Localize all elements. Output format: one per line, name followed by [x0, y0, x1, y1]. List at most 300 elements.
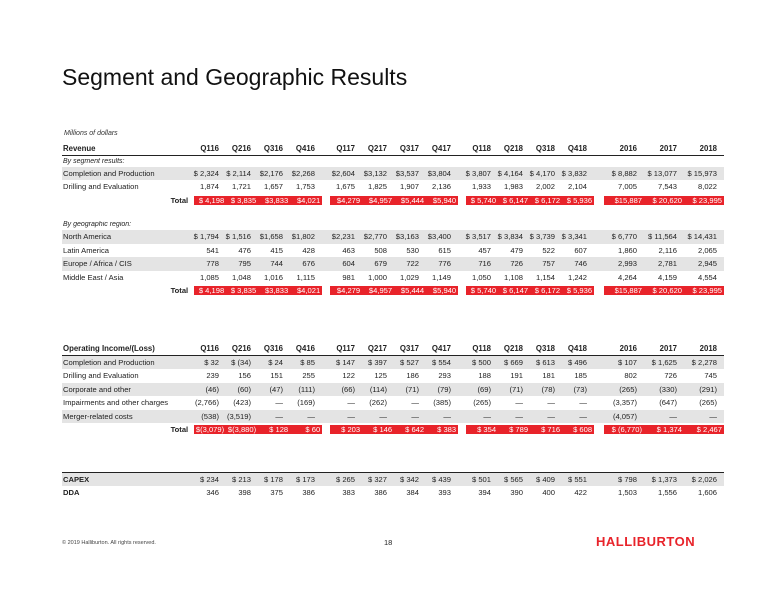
column-header: Q218	[503, 143, 523, 153]
column-header: Q316	[263, 143, 283, 153]
row-label: North America	[63, 232, 112, 242]
table-cell: $3,833	[264, 286, 289, 296]
table-cell: 1,907	[399, 182, 419, 192]
column-header: Q216	[231, 143, 251, 153]
column-header: Q216	[231, 343, 251, 353]
table-cell: 1,753	[295, 182, 315, 192]
table-cell: $ 3,807	[465, 168, 491, 178]
table-cell: $ 327	[367, 474, 387, 484]
row-label: Completion and Production	[63, 168, 155, 178]
column-header: Q117	[336, 143, 355, 153]
table-cell: 2,002	[535, 182, 555, 192]
row-label: Operating Income/(Loss)	[63, 343, 155, 353]
row-label: CAPEX	[63, 474, 90, 484]
table-cell: 726	[664, 371, 677, 381]
table-cell: —	[347, 411, 355, 421]
table-cell: 1,000	[367, 272, 387, 282]
table-cell: 383	[342, 487, 355, 497]
table-row	[62, 356, 724, 370]
table-cell: 181	[542, 371, 555, 381]
table-cell: —	[579, 411, 587, 421]
table-cell: (78)	[541, 384, 555, 394]
table-cell: 386	[302, 487, 315, 497]
table-cell: $5,940	[432, 195, 457, 205]
table-cell: —	[307, 411, 315, 421]
row-label: Revenue	[63, 143, 96, 153]
table-cell: 4,264	[617, 272, 637, 282]
table-cell: 239	[206, 371, 219, 381]
column-header: Q218	[503, 343, 523, 353]
table-cell: $ 4,198	[198, 286, 225, 296]
table-cell: $ 20,620	[652, 286, 683, 296]
table-cell: 802	[624, 371, 637, 381]
table-cell: $ 20,620	[652, 195, 683, 205]
table-cell: 541	[206, 245, 219, 255]
table-cell: $ 3,517	[465, 232, 491, 242]
table-cell: (4,057)	[612, 411, 637, 421]
table-cell: $ 2,324	[193, 168, 219, 178]
column-header: 2018	[699, 143, 717, 153]
table-cell: $3,804	[427, 168, 451, 178]
table-cell: 188	[478, 371, 491, 381]
table-cell: $2,770	[363, 232, 387, 242]
table-cell: $ 501	[471, 474, 491, 484]
row-label: Drilling and Evaluation	[63, 182, 139, 192]
table-cell: 375	[270, 487, 283, 497]
table-cell: 415	[270, 245, 283, 255]
table-cell: $ 234	[199, 474, 219, 484]
table-cell: —	[579, 398, 587, 408]
section-sublabel	[62, 156, 724, 167]
table-cell: (538)	[201, 411, 219, 421]
table-cell: 1,721	[231, 182, 251, 192]
table-cell: 2,116	[658, 245, 677, 255]
table-cell: $ 146	[373, 425, 393, 435]
table-cell: 394	[478, 487, 491, 497]
table-cell: 746	[574, 259, 587, 269]
table-cell: $ 342	[399, 474, 419, 484]
table-cell: (2,766)	[194, 398, 219, 408]
table-cell: 1,606	[697, 487, 717, 497]
table-cell: (647)	[659, 398, 677, 408]
table-row	[62, 167, 724, 181]
table-cell: $ 6,147	[502, 195, 529, 205]
section-sublabel	[62, 219, 724, 230]
table-cell: 186	[406, 371, 419, 381]
table-cell: (71)	[509, 384, 523, 394]
table-cell: (423)	[233, 398, 251, 408]
table-cell: —	[347, 398, 355, 408]
table-cell: $3,163	[395, 232, 419, 242]
revenue-header-row	[62, 142, 724, 156]
table-cell: —	[483, 411, 491, 421]
column-header: Q118	[472, 143, 491, 153]
table-cell: 676	[302, 259, 315, 269]
table-cell: (262)	[369, 398, 387, 408]
table-cell: 1,675	[335, 182, 355, 192]
table-cell: 508	[374, 245, 387, 255]
table-cell: $3,132	[363, 168, 387, 178]
units-note: Millions of dollars	[64, 130, 118, 137]
table-cell: $ 554	[431, 357, 451, 367]
table-cell: 2,993	[617, 259, 637, 269]
table-cell: $15,887	[614, 195, 643, 205]
table-cell: 191	[510, 371, 523, 381]
row-label: Middle East / Asia	[63, 272, 124, 282]
table-cell: $2,268	[291, 168, 315, 178]
table-cell: —	[275, 398, 283, 408]
table-cell: (330)	[659, 384, 677, 394]
row-label: Drilling and Evaluation	[63, 371, 139, 381]
page-number: 18	[384, 538, 393, 547]
table-cell: $ 613	[535, 357, 555, 367]
table-cell: (291)	[699, 384, 717, 394]
table-cell: 151	[270, 371, 283, 381]
capex-dda-table	[62, 472, 724, 499]
table-cell: 393	[438, 487, 451, 497]
table-cell: $4,279	[336, 195, 361, 205]
table-cell: $ 2,026	[691, 474, 717, 484]
table-cell: $ 6,147	[502, 286, 529, 296]
table-cell: $ 642	[405, 425, 425, 435]
table-row	[62, 257, 724, 271]
table-cell: $ 3,341	[561, 232, 587, 242]
table-cell: 778	[206, 259, 219, 269]
column-header: Q318	[535, 143, 555, 153]
table-cell: (385)	[433, 398, 451, 408]
table-cell: 981	[342, 272, 355, 282]
column-header: Q418	[567, 143, 587, 153]
table-cell: 1,657	[263, 182, 283, 192]
column-header: 2016	[619, 343, 637, 353]
table-cell: (66)	[341, 384, 355, 394]
table-cell: 795	[238, 259, 251, 269]
table-cell: 604	[342, 259, 355, 269]
table-cell: —	[411, 398, 419, 408]
table-cell: 1,115	[296, 272, 315, 282]
table-cell: 1,085	[199, 272, 219, 282]
column-header: Q217	[367, 343, 387, 353]
table-cell: $ 5,740	[470, 286, 497, 296]
table-cell: $5,444	[400, 286, 425, 296]
table-cell: 346	[206, 487, 219, 497]
table-cell: —	[275, 411, 283, 421]
table-cell: (79)	[437, 384, 451, 394]
table-cell: $4,957	[368, 286, 393, 296]
table-cell: —	[515, 398, 523, 408]
table-cell: 1,016	[263, 272, 283, 282]
table-cell: $ 6,770	[611, 232, 637, 242]
column-header: Q317	[399, 143, 419, 153]
column-header: Q417	[431, 343, 451, 353]
table-cell: $ 5,740	[470, 195, 497, 205]
operating-total-row	[62, 423, 724, 437]
table-cell: —	[669, 411, 677, 421]
table-cell: $ 496	[567, 357, 587, 367]
table-cell: $ 11,564	[648, 232, 677, 242]
table-cell: $ 32	[204, 357, 219, 367]
table-cell: 1,050	[471, 272, 491, 282]
table-row	[62, 244, 724, 258]
table-cell: $ 527	[399, 357, 419, 367]
table-cell: $ 173	[295, 474, 315, 484]
table-cell: 2,136	[431, 182, 451, 192]
table-row	[62, 396, 724, 410]
table-cell: $ 565	[503, 474, 523, 484]
operating-header-row	[62, 342, 724, 356]
column-header: Q116	[200, 143, 219, 153]
table-cell: $ (6,770)	[611, 425, 643, 435]
table-cell: $1,658	[259, 232, 283, 242]
table-cell: 726	[510, 259, 523, 269]
table-cell: $ 8,882	[611, 168, 637, 178]
table-cell: 422	[574, 487, 587, 497]
table-cell: $ 85	[300, 357, 315, 367]
table-cell: 776	[438, 259, 451, 269]
table-cell: 722	[406, 259, 419, 269]
table-cell: $ 1,625	[651, 357, 677, 367]
table-cell: $15,887	[614, 286, 643, 296]
column-header: Q418	[567, 343, 587, 353]
table-cell: $3,400	[427, 232, 451, 242]
table-cell: $ 13,077	[647, 168, 677, 178]
table-cell: 530	[406, 245, 419, 255]
table-cell: $ 147	[335, 357, 355, 367]
table-cell: 4,159	[657, 272, 677, 282]
table-cell: $ 4,164	[497, 168, 523, 178]
table-cell: 1,860	[617, 245, 637, 255]
table-row	[62, 180, 724, 194]
table-cell: $ 3,835	[230, 286, 257, 296]
table-cell: $ 23,995	[692, 195, 723, 205]
table-cell: $ 6,172	[534, 286, 561, 296]
table-cell: $ 551	[567, 474, 587, 484]
table-cell: $ 2,467	[696, 425, 723, 435]
table-cell: $ 2,114	[226, 168, 251, 178]
row-label: Europe / Africa / CIS	[63, 259, 132, 269]
table-cell: 400	[542, 487, 555, 497]
table-cell: $ 14,431	[687, 232, 717, 242]
page-title: Segment and Geographic Results	[62, 64, 408, 90]
row-label: DDA	[63, 487, 80, 497]
table-cell: $2,176	[259, 168, 283, 178]
table-cell: $ 23,995	[692, 286, 723, 296]
table-cell: $ 1,516	[225, 232, 251, 242]
geographic-total-row	[62, 284, 724, 298]
table-cell: 293	[438, 371, 451, 381]
table-cell: 428	[302, 245, 315, 255]
table-cell: $2,604	[331, 168, 355, 178]
table-cell: 1,503	[617, 487, 637, 497]
table-cell: $3,537	[395, 168, 419, 178]
table-cell: —	[547, 398, 555, 408]
table-row	[62, 383, 724, 397]
table-cell: 7,543	[657, 182, 677, 192]
row-label: Merger-related costs	[63, 411, 133, 421]
column-header: Q116	[200, 343, 219, 353]
column-header: Q117	[336, 343, 355, 353]
table-cell: $ 500	[471, 357, 491, 367]
table-cell: (69)	[477, 384, 491, 394]
table-cell: $ 5,936	[566, 195, 593, 205]
row-label: Corporate and other	[63, 384, 131, 394]
row-label: Total	[170, 195, 189, 205]
revenue-table	[62, 142, 724, 298]
table-cell: $ 669	[503, 357, 523, 367]
table-cell: $ 178	[263, 474, 283, 484]
table-cell: 2,104	[567, 182, 587, 192]
table-cell: $ 1,374	[656, 425, 683, 435]
table-cell: 4,554	[697, 272, 717, 282]
table-cell: $ 5,936	[566, 286, 593, 296]
table-cell: 1,149	[431, 272, 451, 282]
table-cell: (60)	[237, 384, 251, 394]
table-cell: $ 409	[535, 474, 555, 484]
table-cell: 476	[238, 245, 251, 255]
table-cell: —	[443, 411, 451, 421]
table-cell: 390	[510, 487, 523, 497]
table-cell: 156	[238, 371, 251, 381]
table-cell: $1,802	[291, 232, 315, 242]
table-cell: $ 6,172	[534, 195, 561, 205]
table-cell: $ 789	[509, 425, 529, 435]
table-cell: 745	[704, 371, 717, 381]
table-cell: —	[379, 411, 387, 421]
table-cell: 1,556	[657, 487, 677, 497]
table-cell: —	[411, 411, 419, 421]
table-cell: 2,065	[697, 245, 717, 255]
table-cell: $ 3,832	[561, 168, 587, 178]
table-cell: $ 1,794	[193, 232, 219, 242]
table-cell: $ 3,835	[230, 195, 257, 205]
company-logo: HALLIBURTON	[596, 534, 696, 549]
segment-total-row	[62, 194, 724, 208]
table-row	[62, 271, 724, 285]
table-cell: 744	[270, 259, 283, 269]
table-cell: $2,231	[331, 232, 355, 242]
table-cell: $4,957	[368, 195, 393, 205]
column-header: 2017	[659, 343, 677, 353]
table-cell: $4,021	[296, 286, 321, 296]
table-cell: 185	[574, 371, 587, 381]
table-cell: 1,874	[199, 182, 219, 192]
dda-row	[62, 486, 724, 500]
table-cell: 463	[342, 245, 355, 255]
table-cell: (3,357)	[612, 398, 637, 408]
table-cell: $4,021	[296, 195, 321, 205]
column-header: 2016	[619, 143, 637, 153]
table-cell: $ 608	[573, 425, 593, 435]
table-cell: 398	[238, 487, 251, 497]
column-header: Q416	[295, 343, 315, 353]
table-cell: 457	[478, 245, 491, 255]
table-cell: 1,029	[399, 272, 419, 282]
column-header: Q318	[535, 343, 555, 353]
table-cell: $ 213	[231, 474, 251, 484]
table-cell: $ 2,278	[691, 357, 717, 367]
table-cell: 1,154	[535, 272, 555, 282]
table-cell: 615	[438, 245, 451, 255]
table-cell: 1,048	[231, 272, 251, 282]
table-cell: $ 24	[268, 357, 283, 367]
table-cell: $ 203	[341, 425, 361, 435]
sublabel-text: By segment results:	[63, 157, 125, 165]
table-cell: $(3,079)	[195, 425, 225, 435]
table-cell: (46)	[205, 384, 219, 394]
operating-income-table	[62, 342, 724, 437]
table-cell: —	[709, 411, 717, 421]
row-label: Completion and Production	[63, 357, 155, 367]
table-cell: —	[515, 411, 523, 421]
table-cell: 1,825	[367, 182, 387, 192]
column-header: Q417	[431, 143, 451, 153]
table-cell: —	[547, 411, 555, 421]
table-cell: (265)	[619, 384, 637, 394]
table-cell: 384	[406, 487, 419, 497]
table-cell: 679	[374, 259, 387, 269]
table-cell: $ 4,198	[198, 195, 225, 205]
table-row	[62, 410, 724, 424]
table-cell: 757	[542, 259, 555, 269]
table-cell: 7,005	[617, 182, 637, 192]
column-header: Q118	[472, 343, 491, 353]
table-cell: (169)	[297, 398, 315, 408]
table-cell: $ 15,973	[687, 168, 717, 178]
table-cell: (3,519)	[226, 411, 251, 421]
table-cell: 2,781	[657, 259, 677, 269]
column-header: Q316	[263, 343, 283, 353]
table-cell: 522	[542, 245, 555, 255]
column-header: 2018	[699, 343, 717, 353]
column-header: Q317	[399, 343, 419, 353]
table-cell: (265)	[699, 398, 717, 408]
table-cell: $4,279	[336, 286, 361, 296]
table-cell: (73)	[573, 384, 587, 394]
table-cell: $ 3,834	[497, 232, 523, 242]
table-cell: $ 439	[431, 474, 451, 484]
row-label: Impairments and other charges	[63, 398, 169, 408]
table-cell: $ 60	[305, 425, 321, 435]
table-cell: $ 3,739	[529, 232, 555, 242]
table-cell: 1,108	[503, 272, 523, 282]
table-cell: $3,833	[264, 195, 289, 205]
capex-row	[62, 472, 724, 486]
table-cell: $(3,880)	[227, 425, 257, 435]
table-cell: 8,022	[697, 182, 717, 192]
table-cell: $ (34)	[231, 357, 251, 367]
table-cell: 1,983	[503, 182, 523, 192]
table-cell: (111)	[298, 384, 315, 394]
table-cell: $5,444	[400, 195, 425, 205]
table-cell: $ 128	[269, 425, 289, 435]
table-cell: 1,242	[567, 272, 587, 282]
table-cell: 125	[374, 371, 387, 381]
table-cell: 386	[374, 487, 387, 497]
row-label: Total	[170, 425, 189, 435]
table-cell: $ 1,373	[651, 474, 677, 484]
column-header: 2017	[659, 143, 677, 153]
table-cell: $ 383	[437, 425, 457, 435]
table-cell: 1,933	[471, 182, 491, 192]
column-header: Q416	[295, 143, 315, 153]
table-cell: $ 716	[541, 425, 561, 435]
table-cell: $ 4,170	[529, 168, 555, 178]
table-cell: (71)	[405, 384, 419, 394]
table-cell: 716	[478, 259, 491, 269]
row-label: Latin America	[63, 245, 110, 255]
table-cell: $5,940	[432, 286, 457, 296]
table-cell: 122	[342, 371, 355, 381]
